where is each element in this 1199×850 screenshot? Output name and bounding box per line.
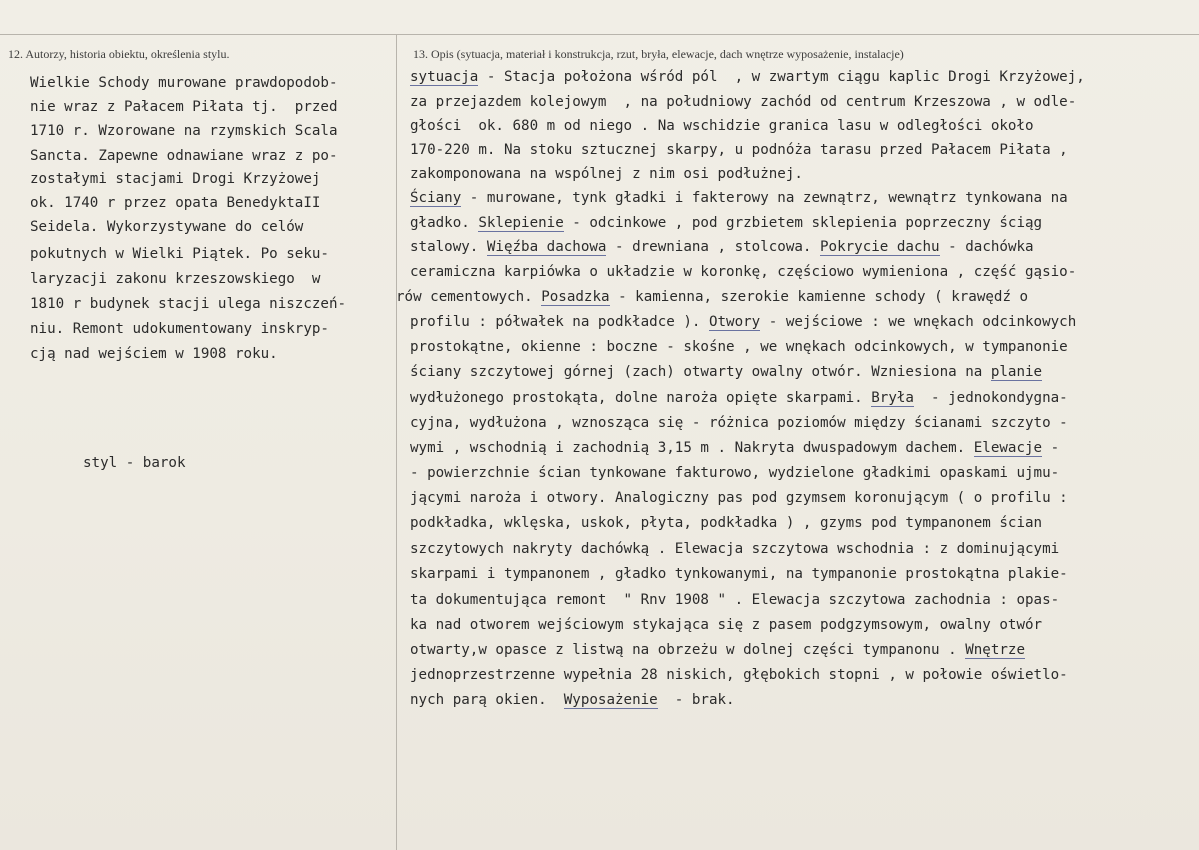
right-line: zakomponowana na wspólnej z nim osi podłużnej. (410, 166, 803, 182)
text-run: gładko. (410, 215, 479, 231)
text-run: profilu : półwałek na podkładce ). (410, 314, 709, 330)
text-run: - wejściowe : we wnękach odcinkowych (760, 314, 1077, 330)
text-run: - brak. (657, 692, 735, 708)
column-divider (396, 34, 397, 850)
right-line (410, 187, 1068, 209)
text-run: - murowane, tynk gładki i fakterowy na zewnątrz, wewnątrz tynkowana na (461, 190, 1068, 206)
section-13-header: 13. Opis (sytuacja, materiał i konstrukcja, rzut, bryła, elewacje, dach wnętrze wyposażenie, instalacje) (413, 47, 904, 61)
right-line (410, 689, 735, 711)
right-line (410, 639, 1025, 661)
right-line: 170-220 m. Na stoku sztucznej skarpy, u podnóża tarasu przed Pałacem Piłata , (410, 142, 1068, 158)
left-line: Sancta. Zapewne odnawiane wraz z po- (30, 148, 338, 164)
keyword-elewacje: Elewacje (973, 440, 1043, 456)
right-line: szczytowych nakryty dachówką . Elewacja szczytowa wschodnia : z dominującymi (410, 541, 1060, 557)
right-line: ceramiczna karpiówka o układzie w koronkę, częściowo wymieniona , część gąsio- (410, 264, 1077, 280)
right-line (410, 66, 1085, 88)
left-line: zostałymi stacjami Drogi Krzyżowej (30, 171, 321, 187)
keyword-wiezba-dachowa: Więźba dachowa (486, 239, 607, 255)
left-line: cją nad wejściem w 1908 roku. (30, 346, 278, 362)
keyword-planie: planie (990, 364, 1043, 380)
left-line: nie wraz z Pałacem Piłata tj. przed (30, 99, 338, 115)
right-line (410, 212, 1042, 234)
keyword-posadzka: Posadzka (541, 289, 610, 305)
right-line: ta dokumentująca remont " Rnv 1908 " . Elewacja szczytowa zachodnia : opas- (410, 592, 1060, 608)
right-line (410, 361, 1042, 383)
keyword-wnetrze: Wnętrze (965, 642, 1026, 658)
section-12-header: 12. Autorzy, historia obiektu, określenia stylu. (8, 47, 230, 61)
text-run: - dachówka (939, 239, 1034, 255)
right-line (410, 387, 1068, 409)
keyword-sciany: Ściany (410, 190, 462, 206)
style-label: styl - barok (83, 455, 186, 471)
text-run: - Stacja położona wśród pól , w zwartym ciągu kaplic Drogi Krzyżowej, (478, 69, 1085, 85)
right-line: skarpami i tympanonem , gładko tynkowanymi, na tympanonie prostokątna plakie- (410, 566, 1068, 582)
left-line: laryzacji zakonu krzeszowskiego w (30, 271, 321, 287)
right-line: za przejazdem kolejowym , na południowy zachód od centrum Krzeszowa , w odle- (410, 94, 1077, 110)
right-line: cyjna, wydłużona , wznosząca się - różnica poziomów między ścianami szczyto - (410, 415, 1068, 431)
text-run: - odcinkowe , pod grzbietem sklepienia poprzeczny ściąg (563, 215, 1043, 231)
left-line: ok. 1740 r przez opata BenedyktaII (30, 195, 321, 211)
keyword-pokrycie-dachu: Pokrycie dachu (820, 239, 940, 255)
keyword-sytuacja: sytuacja (410, 69, 479, 85)
text-run: - (1042, 440, 1060, 456)
left-line: niu. Remont udokumentowany inskryp- (30, 321, 329, 337)
right-line: - powierzchnie ścian tynkowane fakturowo, wydzielone gładkimi opaskami ujmu- (410, 465, 1060, 481)
text-run: ściany szczytowej górnej (zach) otwarty owalny otwór. Wzniesiona na (410, 364, 991, 380)
right-line: jącymi naroża i otwory. Analogiczny pas pod gzymsem koronującym ( o profilu : (410, 490, 1068, 506)
text-run: - jednokondygna- (913, 390, 1068, 406)
text-run: otwarty,w opasce z listwą na obrzeżu w dolnej części tympanonu . (410, 642, 966, 658)
text-run: - kamienna, szerokie kamienne schody ( krawędź o (609, 289, 1029, 305)
keyword-sklepienie: Sklepienie (478, 215, 564, 231)
text-run: stalowy. (410, 239, 487, 255)
right-line: prostokątne, okienne : boczne - skośne , we wnękach odcinkowych, w tympanonie (410, 339, 1068, 355)
left-line: pokutnych w Wielki Piątek. Po seku- (30, 246, 329, 262)
right-line (410, 236, 1034, 258)
text-run: - drewniana , stolcowa. (606, 239, 821, 255)
right-line (410, 437, 1059, 459)
left-line: 1810 r budynek stacji ulega niszczeń- (30, 296, 347, 312)
keyword-wyposazenie: Wyposażenie (563, 692, 658, 708)
right-line (396, 286, 1028, 308)
right-line: jednoprzestrzenne wypełnia 28 niskich, głębokich stopni , w połowie oświetlo- (410, 667, 1068, 683)
keyword-bryla: Bryła (871, 390, 914, 406)
left-line: Seidela. Wykorzystywane do celów (30, 219, 304, 235)
right-line: podkładka, wklęska, uskok, płyta, podkładka ) , gzyms pod tympanonem ścian (410, 515, 1043, 531)
right-line (410, 311, 1076, 333)
text-run: wydłużonego prostokąta, dolne naroża opięte skarpami. (410, 390, 872, 406)
left-line: 1710 r. Wzorowane na rzymskich Scala (30, 123, 338, 139)
text-run: nych parą okien. (410, 692, 564, 708)
keyword-otwory: Otwory (708, 314, 761, 330)
header-rule (0, 34, 1199, 35)
right-line: głości ok. 680 m od niego . Na wschidzie granica lasu w odległości około (410, 118, 1034, 134)
text-run: wymi , wschodnią i zachodnią 3,15 m . Nakryta dwuspadowym dachem. (410, 440, 974, 456)
right-line: ka nad otworem wejściowym stykająca się z pasem podgzymsowym, owalny otwór (410, 617, 1043, 633)
text-run: rów cementowych. (396, 289, 542, 305)
left-line: Wielkie Schody murowane prawdopodob- (30, 75, 338, 91)
